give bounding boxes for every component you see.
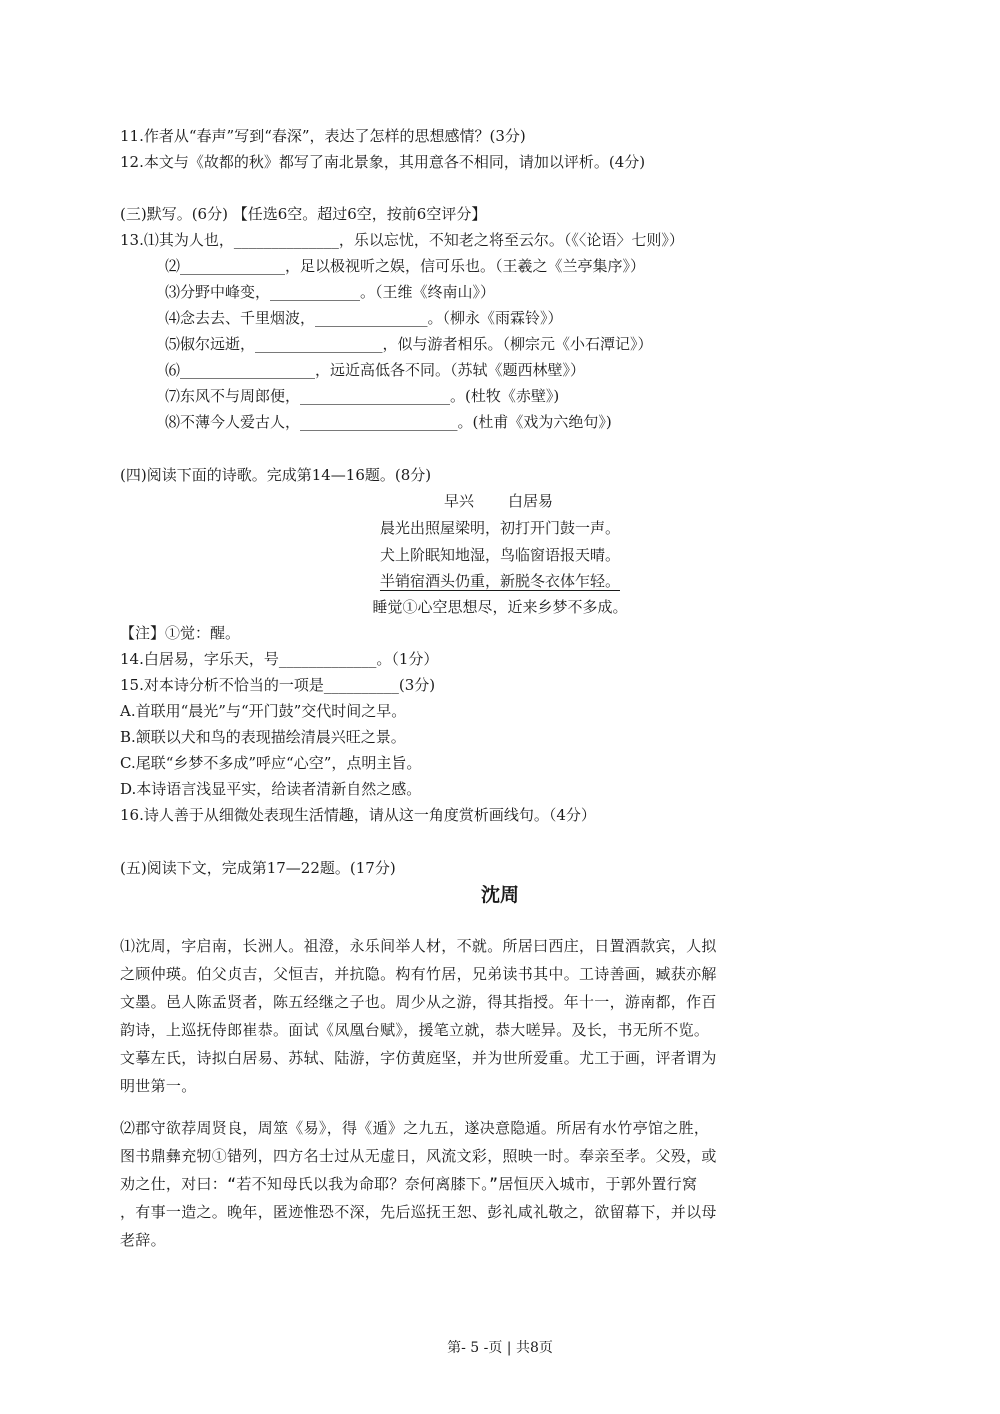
passage-line: 劝之仕，对曰：“若不知母氏以我为命耶？奈何离膝下。”居恒厌入城市，于郭外置行窝	[120, 1175, 698, 1193]
question-16: 16.诗人善于从细微处表现生活情趣，请从这一角度赏析画线句。（4分）	[120, 806, 596, 824]
passage-line: 文墨。邑人陈孟贤者，陈五经继之子也。周少从之游，得其指授。年十一，游南都，作百	[120, 993, 717, 1011]
passage-line: 图书鼎彝充牣①错列，四方名士过从无虚日，风流文彩，照映一时。奉亲至孝。父殁，或	[120, 1147, 717, 1165]
poem-title: 早兴	[444, 492, 475, 510]
question-14: 14.白居易，字乐天，号_____________。（1分）	[120, 650, 439, 668]
passage-line: 韵诗，上巡抚侍郎崔恭。面试《凤凰台赋》，援笔立就，恭大嗟异。及长，书无所不览。	[120, 1021, 710, 1039]
passage-line: ，有事一造之。晚年，匿迹惟恐不深，先后巡抚王恕、彭礼咸礼敬之，欲留幕下，并以母	[120, 1203, 717, 1221]
dictation-item: ⑸俶尔远逝，_________________，似与游者相乐。（柳宗元《小石潭记》）	[165, 335, 653, 353]
poem-author: 白居易	[508, 492, 554, 510]
underlined-verse: 半销宿酒头仍重，新脱冬衣体乍轻。	[379, 572, 620, 590]
poem-line-underlined	[0, 570, 1000, 592]
poem-line: 晨光出照屋梁明，初打开门鼓一声。	[379, 519, 620, 537]
passage-line: 文摹左氏，诗拟白居易、苏轼、陆游，字仿黄庭坚，并为世所爱重。尤工于画，评者谓为	[120, 1049, 717, 1067]
dictation-item: ⑺东风不与周郎便，____________________。(杜牧《赤壁》)	[165, 387, 560, 405]
question-12: 12.本文与《故都的秋》都写了南北景象，其用意各不相同，请加以评析。(4分)	[120, 153, 646, 171]
question-11: 11.作者从“春声”写到“春深”，表达了怎样的思想感情？(3分)	[120, 127, 526, 145]
option-c: C.尾联“乡梦不多成”呼应“心空”，点明主旨。	[120, 754, 422, 772]
page-footer: 第- 5 -页 | 共8页	[447, 1340, 553, 1356]
dictation-item: ⑶分野中峰变，____________。（王维《终南山》）	[165, 283, 496, 301]
option-b: B.颔联以犬和鸟的表现描绘清晨兴旺之景。	[120, 728, 406, 746]
section-4-header: (四)阅读下面的诗歌。完成第14—16题。(8分)	[120, 466, 432, 484]
option-d: D.本诗语言浅显平实，给读者清新自然之感。	[120, 780, 422, 798]
dictation-item: ⑻不薄今人爱古人，_____________________。(杜甫《戏为六绝句》)	[165, 413, 612, 431]
dictation-item: 13.⑴其为人也，______________，乐以忘忧，不知老之将至云尔。（《〈论语〉七则》）	[120, 231, 684, 249]
passage-line: 之顾仲瑛。伯父贞吉，父恒吉，并抗隐。构有竹居，兄弟读书其中。工诗善画，臧获亦解	[120, 965, 717, 983]
passage-title: 沈周	[480, 884, 519, 906]
passage-line: 明世第一。	[120, 1077, 197, 1095]
dictation-item: ⑹__________________，远近高低各不同。（苏轼《题西林壁》）	[165, 361, 586, 379]
poem-line: 犬上阶眠知地湿，鸟临窗语报天晴。	[379, 546, 620, 564]
poem-line: 睡觉①心空思想尽，近来乡梦不多成。	[372, 598, 628, 616]
question-15: 15.对本诗分析不恰当的一项是__________(3分)	[120, 676, 436, 694]
poem-note: 【注】①觉：醒。	[120, 624, 241, 642]
section-5-header: (五)阅读下文，完成第17—22题。(17分)	[120, 859, 396, 877]
passage-line: ⑵郡守欲荐周贤良，周筮《易》，得《遁》之九五，遂决意隐遁。所居有水竹亭馆之胜，	[120, 1119, 710, 1137]
section-3-header: (三)默写。(6分) 【任选6空。超过6空，按前6空评分】	[120, 205, 487, 223]
dictation-item: ⑷念去去、千里烟波，_______________。（柳永《雨霖铃》）	[165, 309, 563, 327]
passage-line: 老辞。	[120, 1231, 166, 1249]
dictation-item: ⑵______________，足以极视听之娱，信可乐也。（王羲之《兰亭集序》）	[165, 257, 646, 275]
passage-line: ⑴沈周，字启南，长洲人。祖澄，永乐间举人材，不就。所居曰西庄，日置酒款宾，人拟	[120, 937, 717, 955]
option-a: A.首联用“晨光”与“开门鼓”交代时间之早。	[120, 702, 407, 720]
